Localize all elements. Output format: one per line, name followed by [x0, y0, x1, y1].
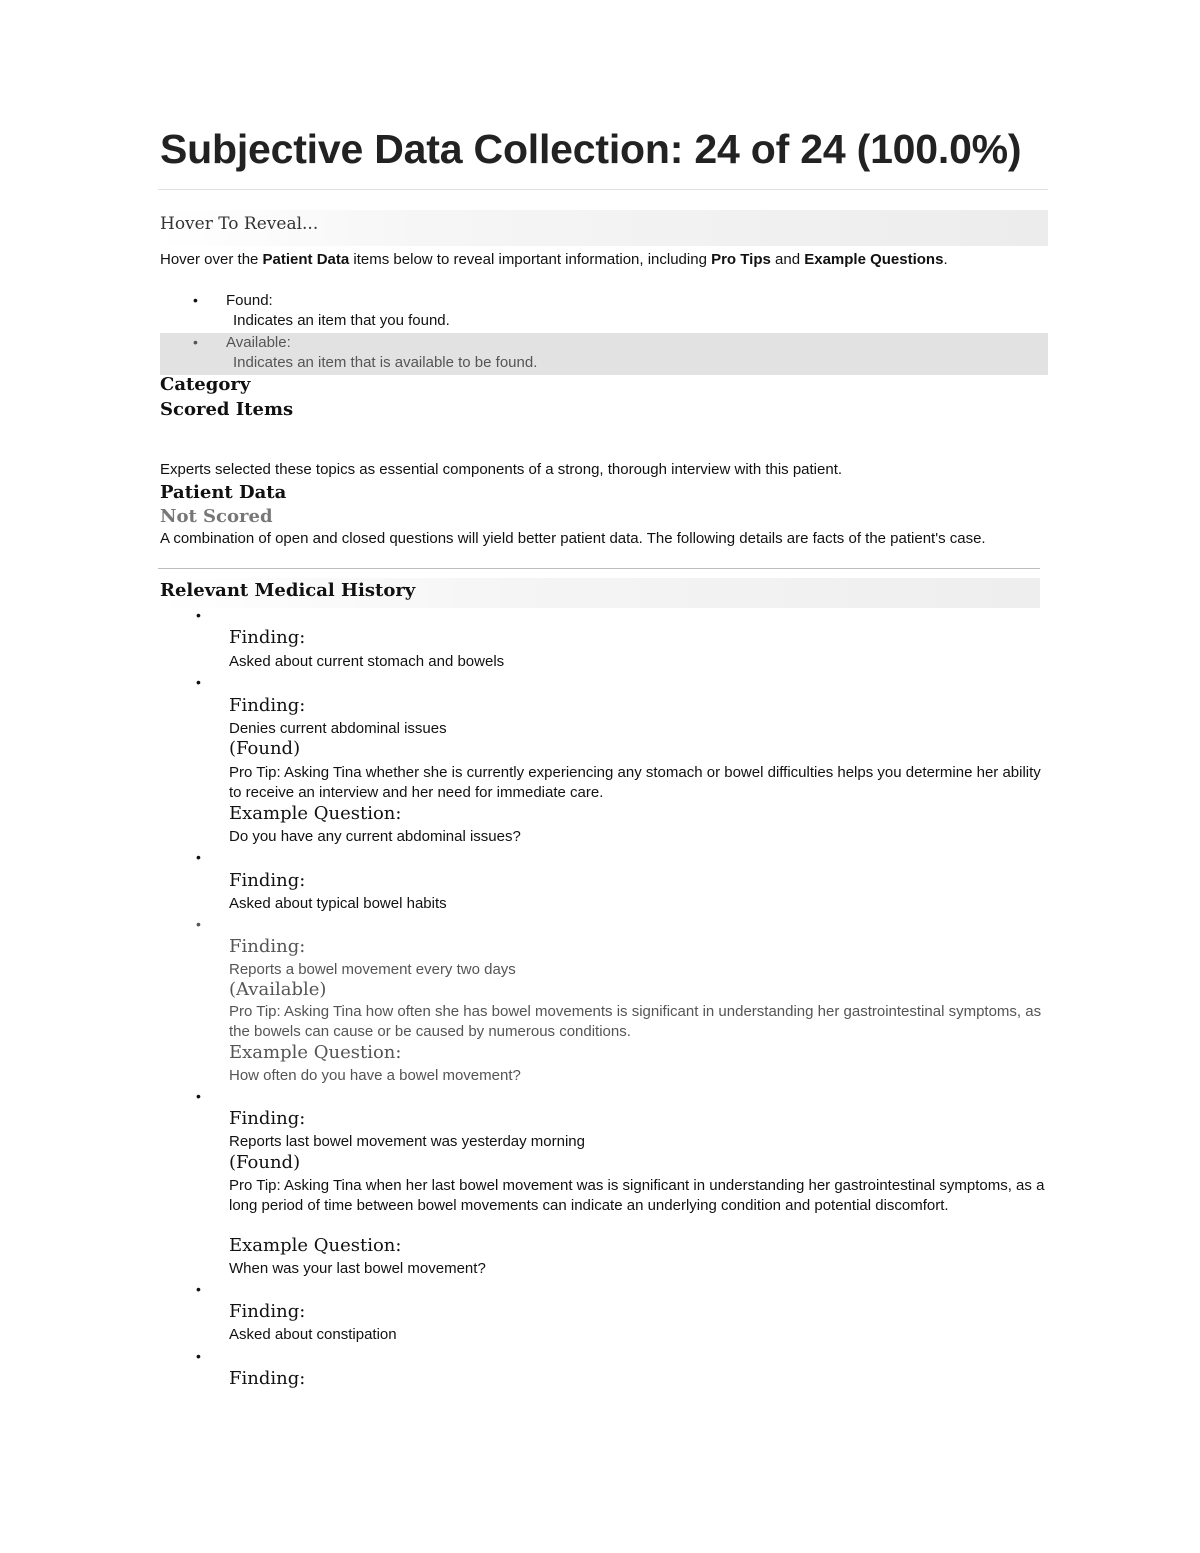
finding-heading: Finding: — [229, 695, 306, 716]
bullet-icon: • — [196, 1348, 201, 1364]
example-question-label: Example Question: — [229, 1235, 402, 1256]
finding-status: (Found) — [229, 1152, 301, 1173]
page-title: Subjective Data Collection: 24 of 24 (100.0%) — [160, 126, 1022, 172]
legend-item-found — [160, 291, 1048, 333]
pro-tip: Pro Tip: Asking Tina when her last bowel movement was is significant in understanding her gastrointestinal symptoms, as a long period of time between bowel movements can indicate an underlying condition and potential discomfort. — [229, 1177, 1045, 1214]
bullet-icon: • — [196, 1281, 201, 1297]
legend-label: Found: — [226, 292, 273, 309]
finding-text: Asked about constipation — [229, 1326, 397, 1343]
legend-description: Indicates an item that you found. — [233, 312, 450, 329]
case-divider — [158, 568, 1040, 569]
finding-heading: Finding: — [229, 1368, 306, 1389]
finding-heading: Finding: — [229, 627, 306, 648]
example-question-label: Example Question: — [229, 1042, 402, 1063]
bullet-icon: • — [196, 607, 201, 623]
finding-status: (Available) — [229, 979, 327, 1000]
legend-label: Available: — [226, 334, 291, 351]
finding-heading: Finding: — [229, 1301, 306, 1322]
section-title: Relevant Medical History — [160, 580, 416, 601]
bullet-icon: • — [196, 916, 201, 932]
finding-text: Asked about typical bowel habits — [229, 895, 447, 912]
legend-item-available — [160, 333, 1048, 375]
example-question-label: Example Question: — [229, 803, 402, 824]
category-label: Category — [160, 374, 251, 395]
finding-text: Reports a bowel movement every two days — [229, 961, 516, 978]
hover-section-title: Hover To Reveal... — [160, 214, 319, 234]
pro-tip: Pro Tip: Asking Tina how often she has bowel movements is significant in understanding her gastrointestinal symptoms, as the bowels can cause or be caused by numerous conditions. — [229, 1003, 1042, 1040]
title-divider — [158, 189, 1048, 190]
pro-tip: Pro Tip: Asking Tina whether she is currently experiencing any stomach or bowel difficulties helps you determine her ability to receive an interview and her need for immediate care. — [229, 764, 1041, 801]
bullet-icon: • — [196, 1088, 201, 1104]
patient-data-label: Patient Data — [160, 482, 287, 503]
finding-text: Reports last bowel movement was yesterday morning — [229, 1133, 585, 1150]
finding-text: Denies current abdominal issues — [229, 720, 447, 737]
example-question: How often do you have a bowel movement? — [229, 1067, 521, 1084]
finding-heading: Finding: — [229, 936, 306, 957]
example-question: When was your last bowel movement? — [229, 1260, 486, 1277]
experts-text: Experts selected these topics as essential components of a strong, thorough interview with this patient. — [160, 461, 843, 478]
finding-heading: Finding: — [229, 1108, 306, 1129]
case-text: A combination of open and closed questions will yield better patient data. The following details are facts of the patient's case. — [160, 530, 986, 547]
scored-items-label: Scored Items — [160, 399, 294, 420]
status-legend — [160, 291, 1048, 375]
finding-status: (Found) — [229, 738, 301, 759]
bullet-icon: • — [193, 292, 198, 308]
finding-heading: Finding: — [229, 870, 306, 891]
bullet-icon: • — [196, 674, 201, 690]
legend-description: Indicates an item that is available to be found. — [233, 354, 538, 371]
example-question: Do you have any current abdominal issues? — [229, 828, 521, 845]
bullet-icon: • — [193, 334, 198, 350]
hover-instructions: Hover over the Patient Data items below to reveal important information, including Pro Tips and Example Questions. — [160, 251, 948, 268]
bullet-icon: • — [196, 849, 201, 865]
finding-text: Asked about current stomach and bowels — [229, 653, 505, 670]
not-scored-label: Not Scored — [160, 506, 273, 527]
